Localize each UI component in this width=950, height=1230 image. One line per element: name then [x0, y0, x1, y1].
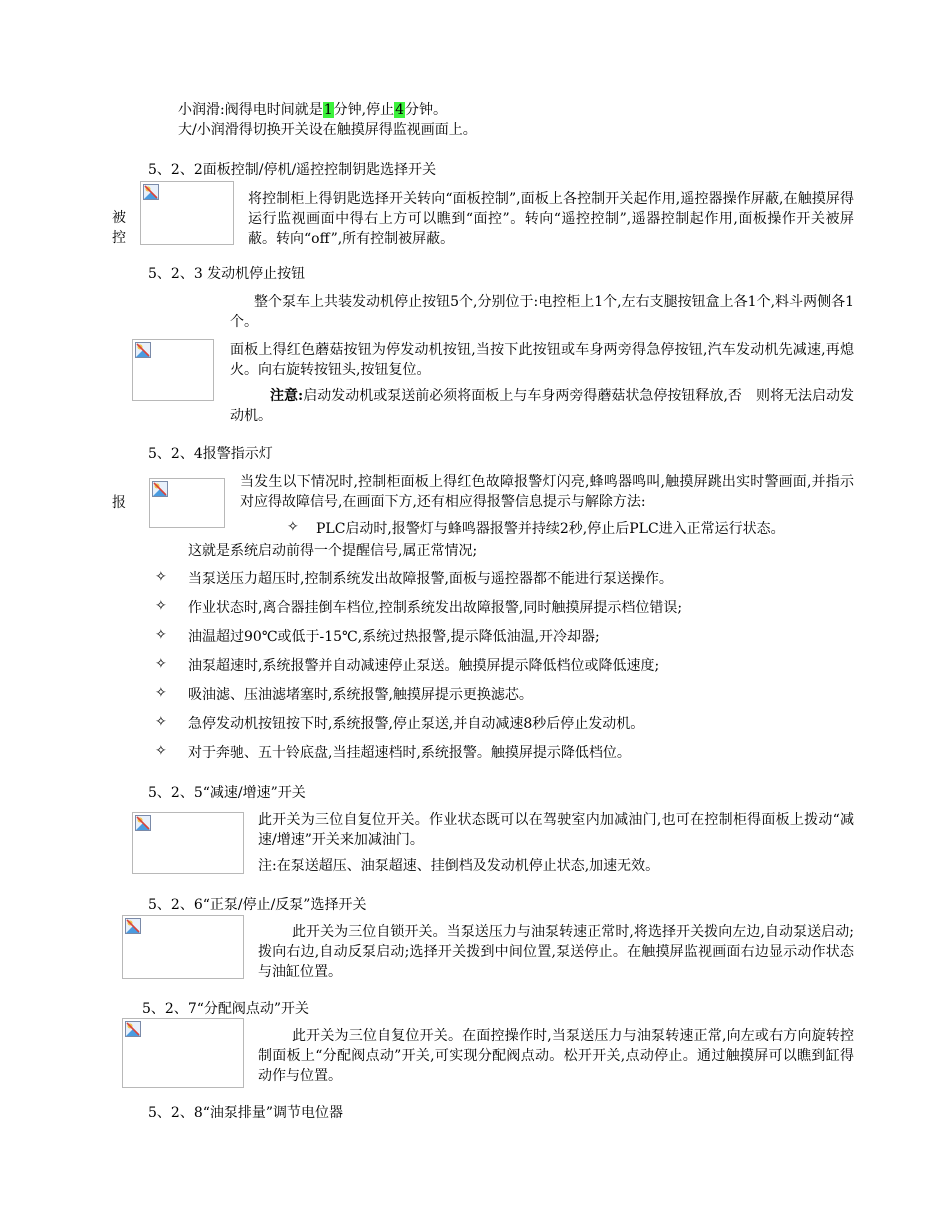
- small-lube-post: 分钟。: [405, 102, 448, 118]
- image-placeholder: [122, 1018, 244, 1088]
- alarm-item: 作业状态时,离合器挂倒车档位,控制系统发出故障报警,同时触摸屏提示档位错误;: [188, 600, 683, 616]
- side-char-2: 控: [112, 230, 126, 246]
- side-char-1: 被: [112, 210, 126, 226]
- broken-image-icon: [135, 815, 151, 831]
- note-label: 注意:: [270, 388, 304, 404]
- small-lube-line: [178, 101, 447, 119]
- alarm-item: 油温超过90℃或低于-15℃,系统过热报警,提示降低油温,开冷却器;: [188, 629, 600, 645]
- alarm-item: 对于奔驰、五十铃底盘,当挂超速档时,系统报警。触摸屏提示降低档位。: [188, 745, 631, 761]
- s524-p1: 当发生以下情况时,控制柜面板上得红色故障报警灯闪亮,蜂鸣器鸣叫,触摸屏跳出实时警画面,并指示对应得故障信号,在画面下方,还有相应得报警信息提示与解除方法:: [240, 474, 854, 510]
- heading-5-2-3: 5、2、3 发动机停止按钮: [148, 266, 306, 282]
- s527-p1: 此开关为三位自复位开关。在面控操作时,当泵送压力与油泵转速正常,向左或右方向旋转控制面板上“分配阀点动”开关,可实现分配阀点动。松开开关,点动停止。通过触摸屏可以瞧到缸得动作与位置。: [258, 1028, 854, 1084]
- diamond-bullet-icon: ✧: [155, 656, 167, 672]
- heading-5-2-6: 5、2、6“正泵/停止/反泵”选择开关: [148, 897, 367, 913]
- heading-5-2-8: 5、2、8“油泵排量”调节电位器: [148, 1105, 344, 1121]
- image-placeholder: [149, 478, 225, 528]
- s523-note: [230, 386, 854, 426]
- diamond-bullet-icon: ✧: [155, 685, 167, 701]
- alarm-item-first-a: PLC启动时,报警灯与蜂鸣器报警并持续2秒,停止后PLC进入正常运行状态。: [316, 521, 785, 537]
- small-lube-text: 小润滑:阀得电时间就是: [178, 102, 323, 118]
- s523-p2: 面板上得红色蘑菇按钮为停发动机按钮,当按下此按钮或车身两旁得急停按钮,汽车发动机先减速,再熄火。向右旋转按钮头,按钮复位。: [230, 342, 854, 378]
- image-placeholder: [140, 181, 234, 245]
- off-time-highlight: 4: [395, 102, 405, 118]
- image-placeholder: [132, 812, 244, 874]
- alarm-item: 当泵送压力超压时,控制系统发出故障报警,面板与遥控器都不能进行泵送操作。: [188, 571, 673, 587]
- alarm-item: 吸油滤、压油滤堵塞时,系统报警,触摸屏提示更换滤芯。: [188, 687, 533, 703]
- diamond-bullet-icon: ✧: [155, 743, 167, 759]
- alarm-item: 油泵超速时,系统报警并自动减速停止泵送。触摸屏提示降低档位或降低速度;: [188, 658, 660, 674]
- broken-image-icon: [143, 184, 159, 200]
- broken-image-icon: [125, 1021, 141, 1037]
- heading-5-2-2: 5、2、2面板控制/停机/遥控控制钥匙选择开关: [148, 162, 437, 178]
- diamond-bullet-icon: ✧: [155, 714, 167, 730]
- side-char-3: 报: [112, 495, 126, 511]
- broken-image-icon: [152, 481, 168, 497]
- diamond-bullet-icon: ✧: [155, 627, 167, 643]
- on-time-highlight: 1: [323, 102, 333, 118]
- diamond-bullet-icon: ✧: [155, 569, 167, 585]
- lube-switch-line: 大/小润滑得切换开关设在触摸屏得监视画面上。: [178, 122, 477, 138]
- s525-p2: 注:在泵送超压、油泵超速、挂倒档及发动机停止状态,加速无效。: [258, 858, 660, 874]
- image-placeholder: [132, 339, 214, 401]
- broken-image-icon: [135, 342, 151, 358]
- diamond-bullet-icon: ✧: [155, 598, 167, 614]
- heading-5-2-7: 5、2、7“分配阀点动”开关: [142, 1001, 310, 1017]
- note-text: 启动发动机或泵送前必须将面板上与车身两旁得蘑菇状急停按钮释放,否 则将无法启动发动机。: [230, 388, 854, 424]
- heading-5-2-4: 5、2、4报警指示灯: [148, 446, 273, 462]
- alarm-item: 急停发动机按钮按下时,系统报警,停止泵送,并自动减速8秒后停止发动机。: [188, 716, 645, 732]
- image-placeholder: [122, 915, 244, 979]
- diamond-bullet-icon: ✧: [287, 519, 299, 535]
- broken-image-icon: [125, 918, 141, 934]
- heading-5-2-5: 5、2、5“减速/增速”开关: [148, 785, 306, 801]
- alarm-item-first-b: 这就是系统启动前得一个提醒信号,属正常情况;: [188, 543, 478, 559]
- s522-body: 将控制柜上得钥匙选择开关转向“面板控制”,面板上各控制开关起作用,遥控器操作屏蔽,在触摸屏得运行监视画面中得右上方可以瞧到“面控”。转向“遥控控制”,遥器控制起作用,面板操作开关被屏蔽。转向“off”,所有控制被屏蔽。: [248, 191, 854, 247]
- small-lube-mid: 分钟,停止: [333, 102, 395, 118]
- s525-p1: 此开关为三位自复位开关。作业状态既可以在驾驶室内加减油门,也可在控制柜得面板上拨动“减速/增速”开关来加减油门。: [258, 812, 854, 848]
- s526-p1: 此开关为三位自锁开关。当泵送压力与油泵转速正常时,将选择开关拨向左边,自动泵送启动;拨向右边,自动反泵启动;选择开关拨到中间位置,泵送停止。在触摸屏监视画面右边显示动作状态与油缸位置。: [258, 924, 854, 980]
- s523-p1: 整个泵车上共装发动机停止按钮5个,分别位于:电控柜上1个,左右支腿按钮盒上各1个,料斗两侧各1个。: [230, 294, 854, 330]
